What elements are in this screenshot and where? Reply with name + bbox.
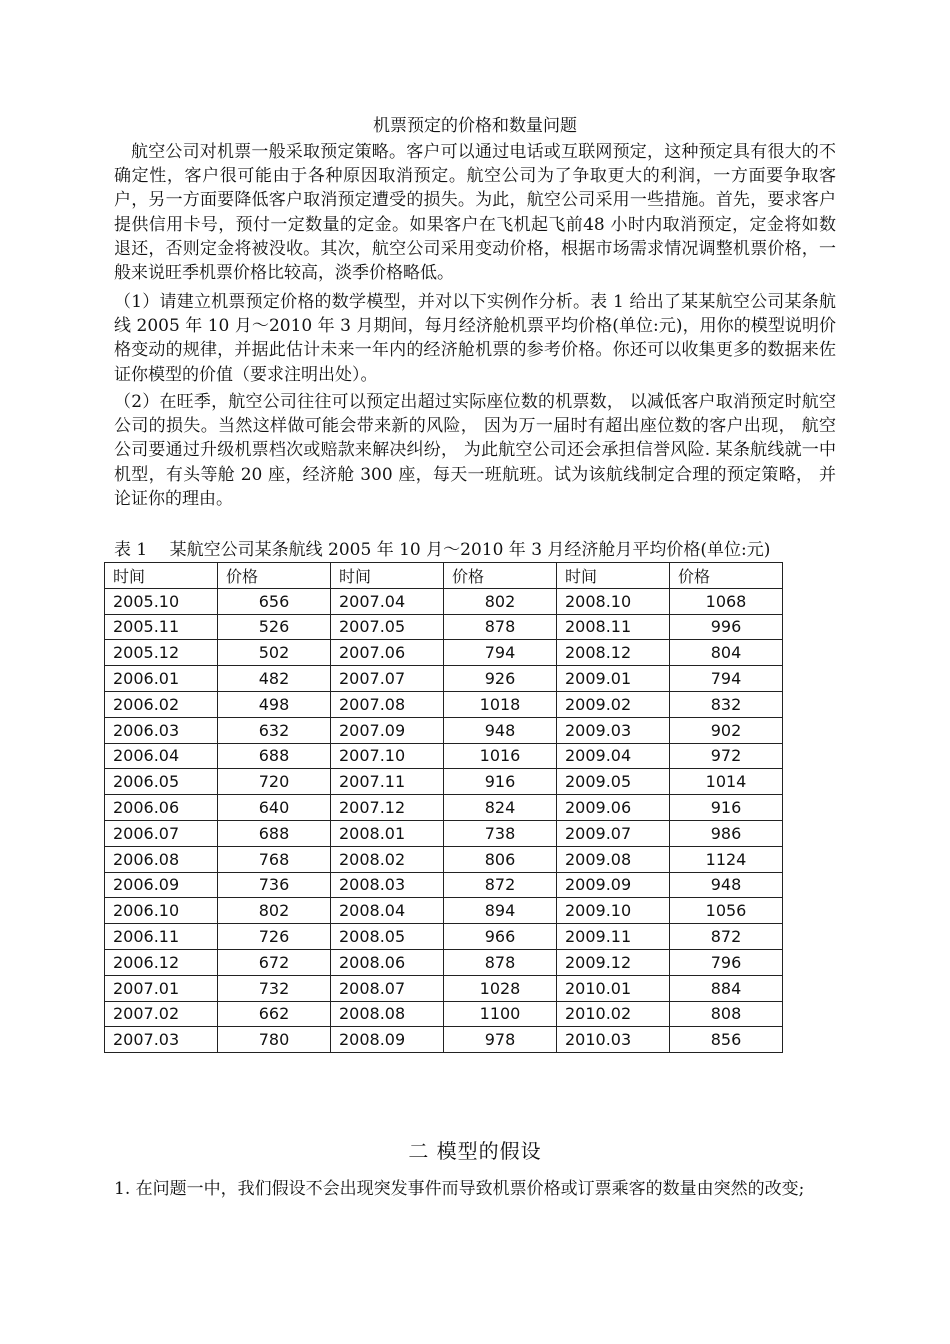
question-two-paragraph: （2）在旺季，航空公司往往可以预定出超过实际座位数的机票数， 以减低客户取消预定时航空公司的损失。当然这样做可能会带来新的风险， 因为万一届时有超出座位数的客户出现， 航空公司要通过升级机票档次或赔款来解决纠纷， 为此航空公司还会承担信誉风险. 某条航线就一中机型，有头等舱 20 座，经济舱 300 座，每天一班航班。试为该航线制定合理的预定策略， 并论证你的理由。 — [114, 392, 836, 509]
time-cell: 2006.12 — [105, 949, 218, 975]
time-cell: 2006.08 — [105, 846, 218, 872]
table-row — [105, 769, 783, 795]
price-cell: 498 — [218, 691, 331, 717]
time-cell: 2009.07 — [557, 820, 670, 846]
table-row — [105, 666, 783, 692]
time-cell: 2009.12 — [557, 949, 670, 975]
price-cell: 1056 — [670, 898, 783, 924]
table-caption: 表 1 某航空公司某条航线 2005 年 10 月～2010 年 3 月经济舱月平均价格(单位:元) — [114, 540, 771, 560]
table-row — [105, 846, 783, 872]
time-cell: 2006.11 — [105, 924, 218, 950]
table-row — [105, 820, 783, 846]
price-cell: 878 — [444, 614, 557, 640]
time-cell: 2009.06 — [557, 795, 670, 821]
price-cell: 916 — [444, 769, 557, 795]
time-cell: 2007.12 — [331, 795, 444, 821]
price-cell: 526 — [218, 614, 331, 640]
time-cell: 2008.03 — [331, 872, 444, 898]
table-row — [105, 898, 783, 924]
table-body — [105, 588, 783, 1052]
time-cell: 2006.01 — [105, 666, 218, 692]
header-time-2: 时间 — [331, 563, 444, 589]
time-cell: 2008.01 — [331, 820, 444, 846]
time-cell: 2007.06 — [331, 640, 444, 666]
time-cell: 2005.12 — [105, 640, 218, 666]
price-cell: 794 — [670, 666, 783, 692]
price-cell: 1016 — [444, 743, 557, 769]
time-cell: 2005.11 — [105, 614, 218, 640]
table-header-row — [105, 563, 783, 589]
time-cell: 2006.04 — [105, 743, 218, 769]
time-cell: 2009.04 — [557, 743, 670, 769]
price-cell: 1068 — [670, 588, 783, 614]
time-cell: 2008.11 — [557, 614, 670, 640]
price-cell: 802 — [444, 588, 557, 614]
price-table — [104, 562, 783, 1053]
price-cell: 688 — [218, 743, 331, 769]
price-cell: 978 — [444, 1027, 557, 1053]
time-cell: 2010.03 — [557, 1027, 670, 1053]
assumption-item: 1. 在问题一中，我们假设不会出现突发事件而导致机票价格或订票乘客的数量由突然的改变; — [114, 1179, 805, 1199]
table-row — [105, 1027, 783, 1053]
time-cell: 2005.10 — [105, 588, 218, 614]
price-cell: 884 — [670, 975, 783, 1001]
price-cell: 948 — [444, 717, 557, 743]
time-cell: 2008.10 — [557, 588, 670, 614]
price-cell: 872 — [444, 872, 557, 898]
document-title: 机票预定的价格和数量问题 — [373, 116, 577, 136]
header-time-1: 时间 — [105, 563, 218, 589]
price-cell: 662 — [218, 1001, 331, 1027]
table-row — [105, 795, 783, 821]
header-price-1: 价格 — [218, 563, 331, 589]
price-cell: 986 — [670, 820, 783, 846]
price-cell: 732 — [218, 975, 331, 1001]
price-cell: 502 — [218, 640, 331, 666]
table-row — [105, 924, 783, 950]
table-row — [105, 717, 783, 743]
section-heading: 二 模型的假设 — [408, 1139, 542, 1163]
table-row — [105, 640, 783, 666]
table-row — [105, 872, 783, 898]
time-cell: 2006.09 — [105, 872, 218, 898]
price-cell: 916 — [670, 795, 783, 821]
price-cell: 796 — [670, 949, 783, 975]
price-cell: 726 — [218, 924, 331, 950]
price-cell: 856 — [670, 1027, 783, 1053]
time-cell: 2009.03 — [557, 717, 670, 743]
time-cell: 2006.06 — [105, 795, 218, 821]
price-cell: 872 — [670, 924, 783, 950]
time-cell: 2007.07 — [331, 666, 444, 692]
time-cell: 2010.02 — [557, 1001, 670, 1027]
price-cell: 672 — [218, 949, 331, 975]
time-cell: 2007.03 — [105, 1027, 218, 1053]
price-cell: 1124 — [670, 846, 783, 872]
price-cell: 972 — [670, 743, 783, 769]
time-cell: 2007.02 — [105, 1001, 218, 1027]
header-price-3: 价格 — [670, 563, 783, 589]
price-cell: 824 — [444, 795, 557, 821]
table-row — [105, 975, 783, 1001]
time-cell: 2009.10 — [557, 898, 670, 924]
price-cell: 738 — [444, 820, 557, 846]
table-row — [105, 1001, 783, 1027]
time-cell: 2006.07 — [105, 820, 218, 846]
price-cell: 1014 — [670, 769, 783, 795]
price-cell: 1028 — [444, 975, 557, 1001]
price-cell: 996 — [670, 614, 783, 640]
time-cell: 2007.10 — [331, 743, 444, 769]
price-cell: 656 — [218, 588, 331, 614]
time-cell: 2008.08 — [331, 1001, 444, 1027]
time-cell: 2006.05 — [105, 769, 218, 795]
price-cell: 768 — [218, 846, 331, 872]
table-row — [105, 743, 783, 769]
table-row — [105, 614, 783, 640]
price-cell: 794 — [444, 640, 557, 666]
time-cell: 2008.06 — [331, 949, 444, 975]
price-cell: 632 — [218, 717, 331, 743]
question-one-paragraph: （1）请建立机票预定价格的数学模型，并对以下实例作分析。表 1 给出了某某航空公司某条航线 2005 年 10 月～2010 年 3 月期间，每月经济舱机票平均价格(单位:元)，用你的模型说明价格变动的规律，并据此估计未来一年内的经济舱机票的参考价格。你还可以收集更多的数据来佐证你模型的价值（要求注明出处）。 — [114, 292, 836, 385]
price-cell: 802 — [218, 898, 331, 924]
price-cell: 640 — [218, 795, 331, 821]
price-cell: 1100 — [444, 1001, 557, 1027]
price-cell: 780 — [218, 1027, 331, 1053]
price-cell: 808 — [670, 1001, 783, 1027]
time-cell: 2009.09 — [557, 872, 670, 898]
intro-paragraph: 航空公司对机票一般采取预定策略。客户可以通过电话或互联网预定，这种预定具有很大的不确定性，客户很可能由于各种原因取消预定。航空公司为了争取更大的利润，一方面要争取客户，另一方面要降低客户取消预定遭受的损失。为此，航空公司采用一些措施。首先，要求客户提供信用卡号，预付一定数量的定金。如果客户在飞机起飞前48 小时内取消预定，定金将如数退还，否则定金将被没收。其次，航空公司采用变动价格，根据市场需求情况调整机票价格，一般来说旺季机票价格比较高，淡季价格略低。 — [114, 142, 836, 284]
price-cell: 966 — [444, 924, 557, 950]
time-cell: 2006.02 — [105, 691, 218, 717]
time-cell: 2009.01 — [557, 666, 670, 692]
time-cell: 2008.12 — [557, 640, 670, 666]
time-cell: 2009.02 — [557, 691, 670, 717]
time-cell: 2007.08 — [331, 691, 444, 717]
time-cell: 2007.09 — [331, 717, 444, 743]
price-cell: 806 — [444, 846, 557, 872]
time-cell: 2007.01 — [105, 975, 218, 1001]
price-cell: 1018 — [444, 691, 557, 717]
price-cell: 878 — [444, 949, 557, 975]
time-cell: 2009.05 — [557, 769, 670, 795]
price-cell: 832 — [670, 691, 783, 717]
time-cell: 2006.10 — [105, 898, 218, 924]
table-row — [105, 691, 783, 717]
price-cell: 736 — [218, 872, 331, 898]
time-cell: 2009.11 — [557, 924, 670, 950]
price-cell: 720 — [218, 769, 331, 795]
time-cell: 2007.05 — [331, 614, 444, 640]
time-cell: 2008.02 — [331, 846, 444, 872]
time-cell: 2007.04 — [331, 588, 444, 614]
time-cell: 2010.01 — [557, 975, 670, 1001]
price-cell: 948 — [670, 872, 783, 898]
price-cell: 688 — [218, 820, 331, 846]
time-cell: 2008.07 — [331, 975, 444, 1001]
time-cell: 2009.08 — [557, 846, 670, 872]
time-cell: 2008.09 — [331, 1027, 444, 1053]
table-row — [105, 588, 783, 614]
price-cell: 804 — [670, 640, 783, 666]
header-price-2: 价格 — [444, 563, 557, 589]
price-cell: 902 — [670, 717, 783, 743]
time-cell: 2008.04 — [331, 898, 444, 924]
time-cell: 2007.11 — [331, 769, 444, 795]
price-cell: 926 — [444, 666, 557, 692]
table-row — [105, 949, 783, 975]
time-cell: 2006.03 — [105, 717, 218, 743]
price-cell: 894 — [444, 898, 557, 924]
time-cell: 2008.05 — [331, 924, 444, 950]
price-cell: 482 — [218, 666, 331, 692]
header-time-3: 时间 — [557, 563, 670, 589]
